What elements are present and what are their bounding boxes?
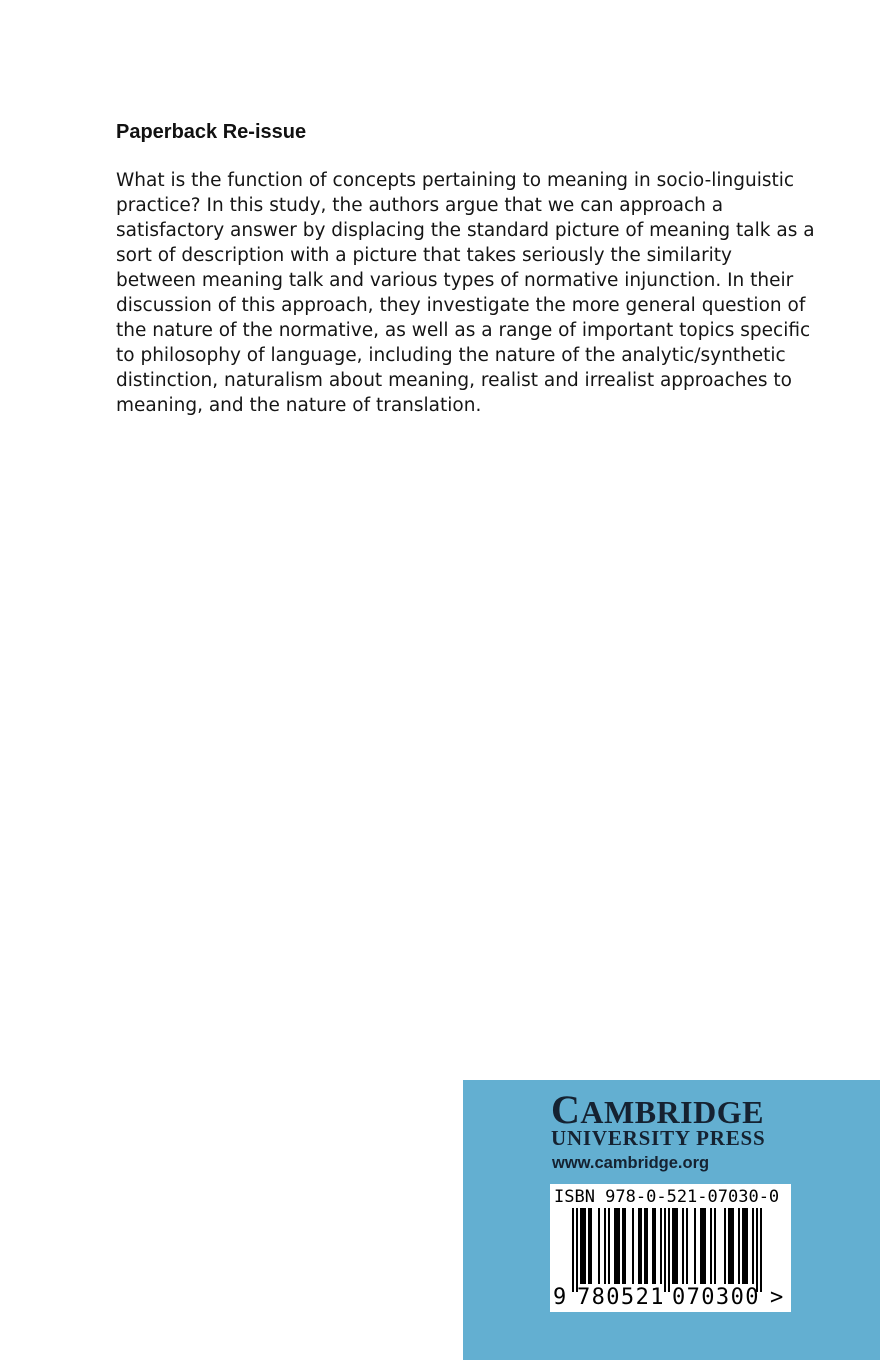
barcode-bar: [752, 1208, 754, 1284]
barcode-bar: [704, 1208, 706, 1284]
barcode-bar: [616, 1208, 618, 1284]
barcode-bar: [686, 1208, 688, 1284]
barcode-bar: [732, 1208, 734, 1284]
isbn-label: ISBN 978-0-521-07030-0: [554, 1187, 780, 1207]
barcode-bar: [576, 1208, 578, 1292]
publisher-panel: [463, 1080, 880, 1360]
barcode-bar: [608, 1208, 610, 1284]
barcode-bar: [724, 1208, 726, 1284]
barcode-bar: [582, 1208, 584, 1284]
barcode-bar: [652, 1208, 654, 1284]
logo-initial: C: [551, 1087, 581, 1132]
barcode-bar: [664, 1208, 666, 1292]
barcode-bar: [584, 1208, 586, 1284]
logo-name-rest: AMBRIDGE: [580, 1094, 764, 1130]
description-line: sort of description with a picture that takes seriously the similarity: [116, 245, 733, 266]
description-line: meaning, and the nature of translation.: [116, 395, 482, 416]
barcode-bar: [624, 1208, 626, 1284]
barcode-bar: [632, 1208, 634, 1284]
barcode-bar: [604, 1208, 606, 1284]
description-line: distinction, naturalism about meaning, realist and irrealist approaches to: [116, 370, 792, 391]
barcode-bar: [700, 1208, 702, 1284]
description-line: the nature of the normative, as well as a range of important topics specific: [116, 320, 811, 341]
reissue-heading: Paperback Re-issue: [116, 121, 307, 143]
ean-lead-digit: 9: [553, 1285, 567, 1310]
barcode-bar: [742, 1208, 744, 1284]
barcode-bar: [668, 1208, 670, 1292]
barcode-bar: [746, 1208, 748, 1284]
barcode-bar: [702, 1208, 704, 1284]
barcode-bar: [618, 1208, 620, 1284]
barcode-bar: [660, 1208, 662, 1284]
barcode-bar: [590, 1208, 592, 1284]
barcode-bar: [588, 1208, 590, 1284]
barcode-bar: [672, 1208, 674, 1284]
ean-quiet-zone-marker: >: [770, 1285, 784, 1310]
barcode-bar: [572, 1208, 574, 1292]
description-line: between meaning talk and various types of normative injunction. In their: [116, 270, 794, 291]
description-line: discussion of this approach, they investigate the more general question of: [116, 295, 806, 316]
barcode-bar: [614, 1208, 616, 1284]
barcode-bar: [580, 1208, 582, 1284]
publisher-website: www.cambridge.org: [552, 1154, 710, 1172]
description-line: satisfactory answer by displacing the standard picture of meaning talk as a: [116, 220, 815, 241]
book-description: [116, 168, 815, 418]
barcode-bar: [744, 1208, 746, 1284]
description-line: practice? In this study, the authors argue that we can approach a: [116, 195, 724, 216]
barcode-bar: [644, 1208, 646, 1284]
isbn-barcode: [550, 1184, 791, 1312]
ean-left-digits: 780521: [577, 1285, 665, 1310]
barcode-bar: [674, 1208, 676, 1284]
barcode-bar: [730, 1208, 732, 1284]
publisher-logo-subtitle: UNIVERSITY PRESS: [551, 1126, 766, 1150]
barcode-bar: [676, 1208, 678, 1284]
barcode-bar: [622, 1208, 624, 1284]
barcode-bar: [694, 1208, 696, 1284]
barcode-bar: [738, 1208, 740, 1284]
ean-right-digits: 070300: [672, 1285, 760, 1310]
description-line: What is the function of concepts pertaining to meaning in socio-linguistic: [116, 170, 795, 191]
barcode-bar: [640, 1208, 642, 1284]
barcode-bar: [682, 1208, 684, 1284]
description-line: to philosophy of language, including the nature of the analytic/synthetic: [116, 345, 786, 366]
barcode-bar: [728, 1208, 730, 1284]
barcode-bar: [646, 1208, 648, 1284]
barcode-bar: [638, 1208, 640, 1284]
barcode-bar: [654, 1208, 656, 1284]
barcode-bar: [710, 1208, 712, 1284]
barcode-bar: [598, 1208, 600, 1284]
barcode-bar: [760, 1208, 762, 1292]
barcode-bar: [756, 1208, 758, 1292]
barcode-bar: [714, 1208, 716, 1284]
